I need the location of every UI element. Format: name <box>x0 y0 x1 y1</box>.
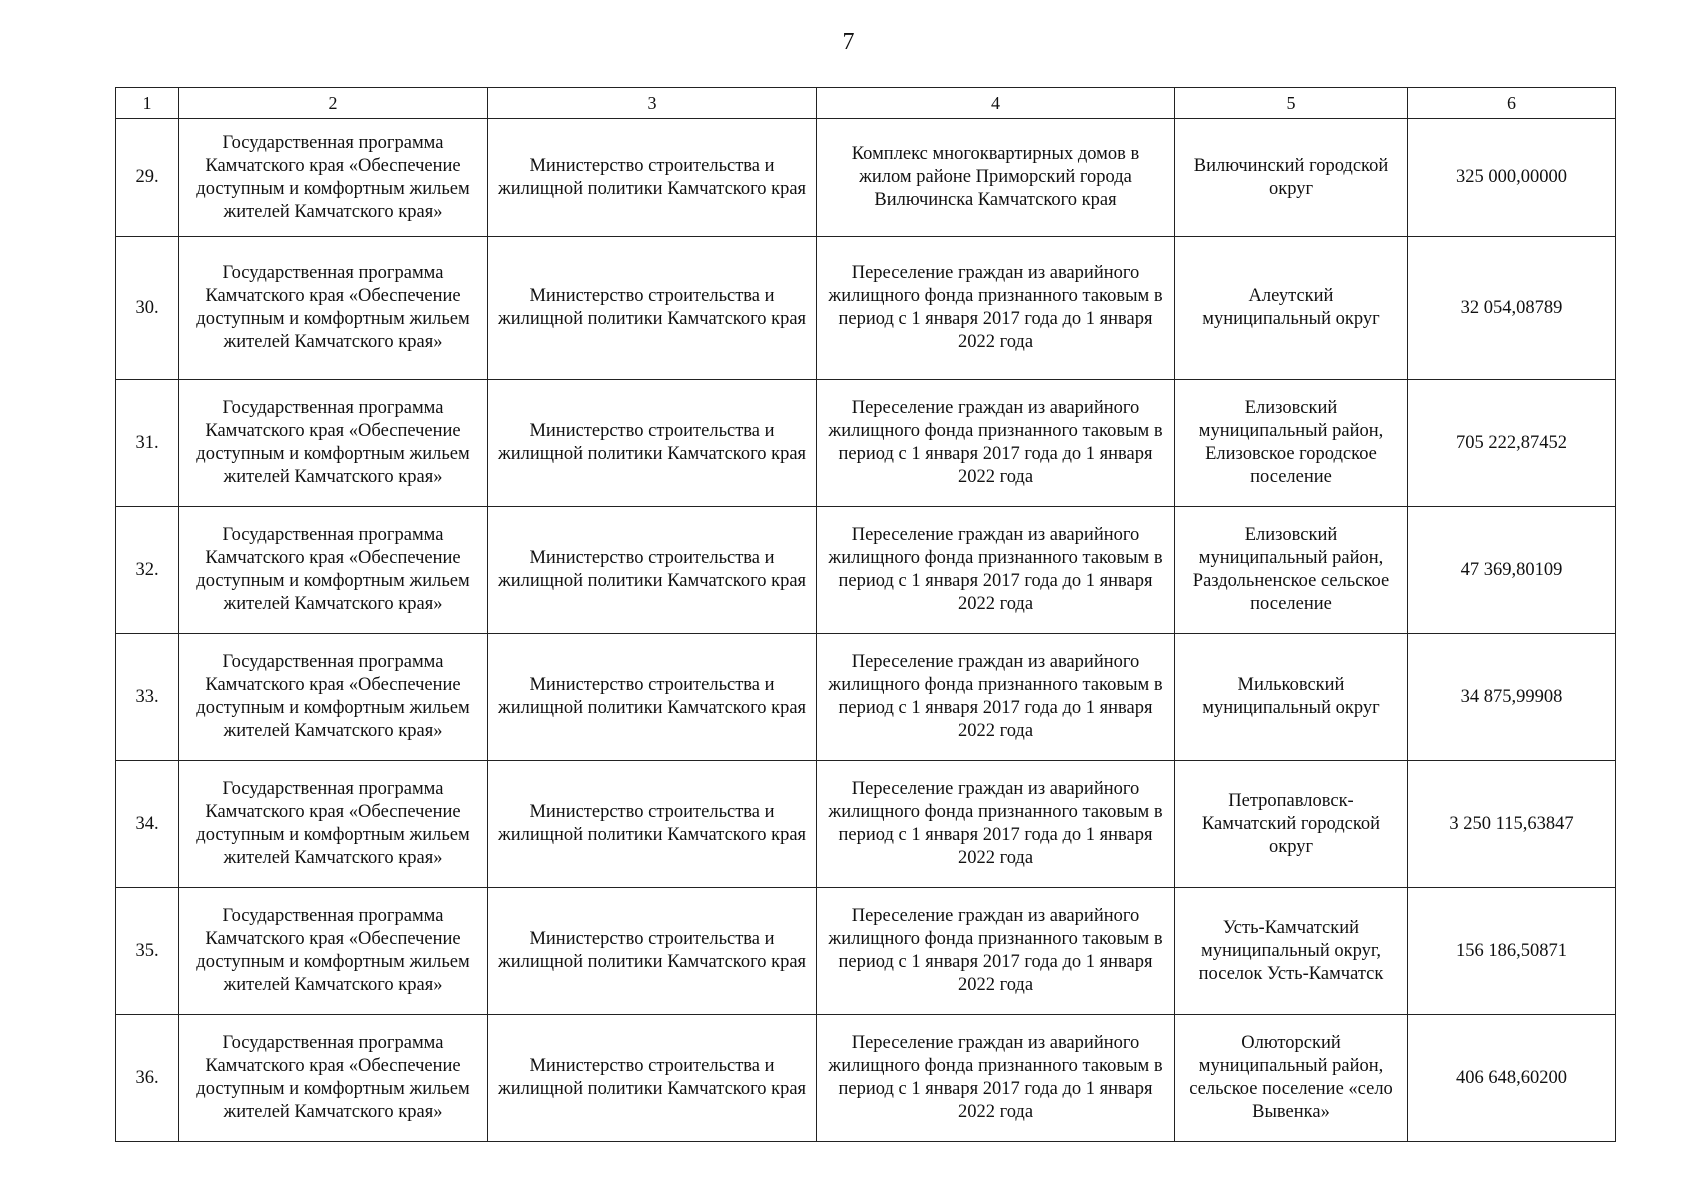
program-cell: Государственная программа Камчатского края «Обеспечение доступным и комфортным жильем жителей Камчатского края» <box>179 380 488 507</box>
column-number-5: 5 <box>1175 88 1408 119</box>
program-cell: Государственная программа Камчатского края «Обеспечение доступным и комфортным жильем жителей Камчатского края» <box>179 761 488 888</box>
program-cell: Государственная программа Камчатского края «Обеспечение доступным и комфортным жильем жителей Камчатского края» <box>179 119 488 237</box>
row-number: 34. <box>116 761 179 888</box>
ministry-cell: Министерство строительства и жилищной политики Камчатского края <box>488 634 817 761</box>
municipality-cell: Вилючинский городской округ <box>1175 119 1408 237</box>
row-number: 29. <box>116 119 179 237</box>
table-row <box>116 507 1616 634</box>
municipality-cell: Петропавловск-Камчатский городской округ <box>1175 761 1408 888</box>
amount-cell: 325 000,00000 <box>1408 119 1616 237</box>
object-cell: Переселение граждан из аварийного жилищного фонда признанного таковым в период с 1 января 2017 года до 1 января 2022 года <box>817 507 1175 634</box>
object-cell: Переселение граждан из аварийного жилищного фонда признанного таковым в период с 1 января 2017 года до 1 января 2022 года <box>817 380 1175 507</box>
amount-cell: 156 186,50871 <box>1408 888 1616 1015</box>
object-cell: Комплекс многоквартирных домов в жилом районе Приморский города Вилючинска Камчатского края <box>817 119 1175 237</box>
program-cell: Государственная программа Камчатского края «Обеспечение доступным и комфортным жильем жителей Камчатского края» <box>179 634 488 761</box>
row-number: 33. <box>116 634 179 761</box>
amount-cell: 3 250 115,63847 <box>1408 761 1616 888</box>
column-number-1: 1 <box>116 88 179 119</box>
column-number-3: 3 <box>488 88 817 119</box>
municipality-cell: Олюторский муниципальный район, сельское поселение «село Вывенка» <box>1175 1015 1408 1142</box>
row-number: 36. <box>116 1015 179 1142</box>
program-cell: Государственная программа Камчатского края «Обеспечение доступным и комфортным жильем жителей Камчатского края» <box>179 1015 488 1142</box>
page-number: 7 <box>842 29 855 55</box>
municipality-cell: Усть-Камчатский муниципальный округ, поселок Усть-Камчатск <box>1175 888 1408 1015</box>
object-cell: Переселение граждан из аварийного жилищного фонда признанного таковым в период с 1 января 2017 года до 1 января 2022 года <box>817 888 1175 1015</box>
row-number: 31. <box>116 380 179 507</box>
program-cell: Государственная программа Камчатского края «Обеспечение доступным и комфортным жильем жителей Камчатского края» <box>179 888 488 1015</box>
table-row <box>116 1015 1616 1142</box>
object-cell: Переселение граждан из аварийного жилищного фонда признанного таковым в период с 1 января 2017 года до 1 января 2022 года <box>817 761 1175 888</box>
program-cell: Государственная программа Камчатского края «Обеспечение доступным и комфортным жильем жителей Камчатского края» <box>179 507 488 634</box>
object-cell: Переселение граждан из аварийного жилищного фонда признанного таковым в период с 1 января 2017 года до 1 января 2022 года <box>817 237 1175 380</box>
column-number-2: 2 <box>179 88 488 119</box>
ministry-cell: Министерство строительства и жилищной политики Камчатского края <box>488 119 817 237</box>
municipality-cell: Елизовский муниципальный район, Раздольненское сельское поселение <box>1175 507 1408 634</box>
municipality-cell: Мильковский муниципальный округ <box>1175 634 1408 761</box>
amount-cell: 406 648,60200 <box>1408 1015 1616 1142</box>
object-cell: Переселение граждан из аварийного жилищного фонда признанного таковым в период с 1 января 2017 года до 1 января 2022 года <box>817 634 1175 761</box>
row-number: 30. <box>116 237 179 380</box>
program-cell: Государственная программа Камчатского края «Обеспечение доступным и комфортным жильем жителей Камчатского края» <box>179 237 488 380</box>
municipality-cell: Елизовский муниципальный район, Елизовское городское поселение <box>1175 380 1408 507</box>
table-header-row <box>116 88 1616 119</box>
amount-cell: 705 222,87452 <box>1408 380 1616 507</box>
table-row <box>116 119 1616 237</box>
amount-cell: 32 054,08789 <box>1408 237 1616 380</box>
table-row <box>116 888 1616 1015</box>
table-row <box>116 761 1616 888</box>
object-cell: Переселение граждан из аварийного жилищного фонда признанного таковым в период с 1 января 2017 года до 1 января 2022 года <box>817 1015 1175 1142</box>
row-number: 32. <box>116 507 179 634</box>
row-number: 35. <box>116 888 179 1015</box>
municipality-cell: Алеутский муниципальный округ <box>1175 237 1408 380</box>
table-row <box>116 237 1616 380</box>
ministry-cell: Министерство строительства и жилищной политики Камчатского края <box>488 237 817 380</box>
column-number-6: 6 <box>1408 88 1616 119</box>
ministry-cell: Министерство строительства и жилищной политики Камчатского края <box>488 761 817 888</box>
ministry-cell: Министерство строительства и жилищной политики Камчатского края <box>488 888 817 1015</box>
amount-cell: 34 875,99908 <box>1408 634 1616 761</box>
ministry-cell: Министерство строительства и жилищной политики Камчатского края <box>488 1015 817 1142</box>
allocation-table <box>115 87 1616 1142</box>
ministry-cell: Министерство строительства и жилищной политики Камчатского края <box>488 507 817 634</box>
table-row <box>116 634 1616 761</box>
ministry-cell: Министерство строительства и жилищной политики Камчатского края <box>488 380 817 507</box>
column-number-4: 4 <box>817 88 1175 119</box>
table-row <box>116 380 1616 507</box>
amount-cell: 47 369,80109 <box>1408 507 1616 634</box>
